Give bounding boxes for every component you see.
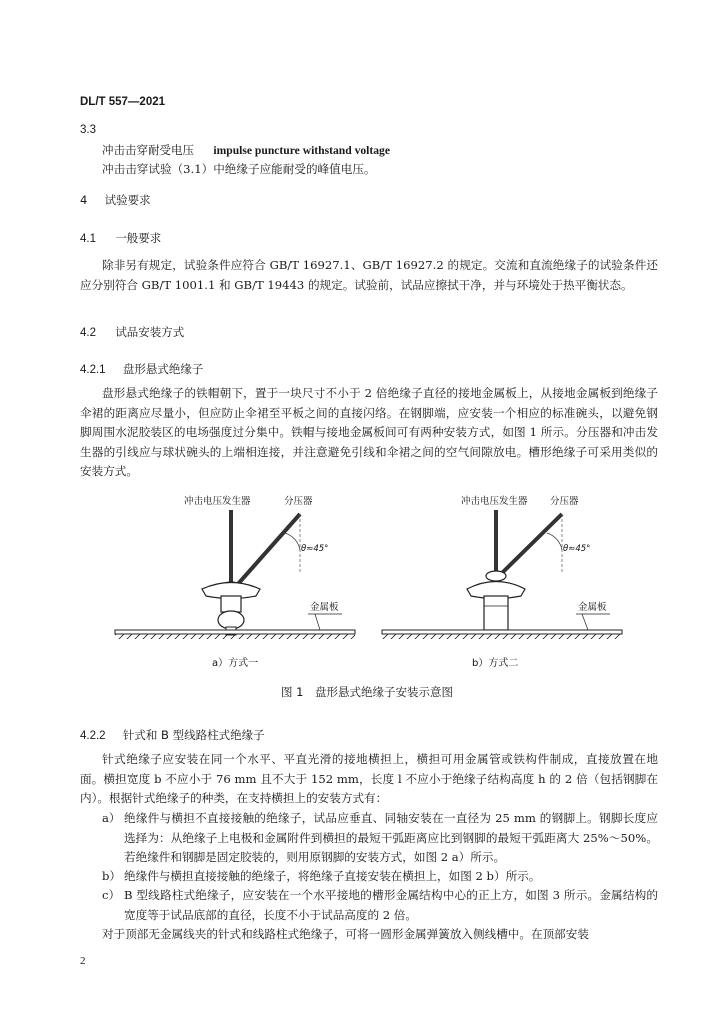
clause-4-2-1-title: 盘形悬式绝缘子 (122, 362, 204, 376)
list-item-label: c） (102, 888, 121, 902)
panel-a-angle-label: θ≈45° (301, 544, 329, 554)
panel-a-plate-label: 金属板 (310, 602, 339, 613)
list-item-label: a） (102, 811, 121, 825)
panel-b-divider-label: 分压器 (550, 496, 579, 507)
panel-a-caption: a）方式一 (212, 658, 259, 669)
panel-b-plate-pointer (582, 614, 588, 630)
term-en: impulse puncture withstand voltage (213, 144, 390, 157)
clause-4-1-heading (80, 230, 161, 246)
term-cn: 冲击击穿耐受电压 (102, 143, 194, 157)
list-item-text: 绝缘件与横担不直接接触的绝缘子，试品应垂直、同轴安装在一直径为 25 mm 的钢脚上。钢脚长度应选择为：从绝缘子上电极和金属附件到横担的最短干弧距离应比到钢脚的最短干弧距离大 25%～50%。若绝缘件和钢脚是固定胶装的，则用原钢脚的安装方式，如图 2 a）所示。 (124, 811, 658, 864)
panel-b-plate (382, 630, 622, 634)
panel-a-angle-arc (285, 533, 300, 550)
clause-4-2-2-text: 针式绝缘子应安装在同一个水平、平直光滑的接地横担上，横担可用金属管或铁构件制成，直接放置在地面。横担宽度 b 不应小于 76 mm 且不大于 152 mm，长度 l 不应小于绝缘子结构高度 h 的 2 倍（包括钢脚在内）。根据针式绝缘子的种类，在支持横担上的安装方式有： (80, 752, 658, 805)
panel-b-cap (484, 596, 508, 630)
panel-b-angle-arc (547, 533, 562, 550)
panel-b-generator-label: 冲击电压发生器 (461, 496, 528, 507)
list-item-label: b） (102, 869, 122, 883)
list-item-text: 绝缘件与横担直接接触的绝缘子，将绝缘子直接安装在横担上，如图 2 b）所示。 (124, 869, 541, 883)
clause-4-2-title: 试品安装方式 (115, 325, 185, 339)
clause-4-1-text: 除非另有规定，试验条件应符合 GB/T 16927.1、GB/T 16927.2 的规定。交流和直流绝缘子的试验条件还应分别符合 GB/T 1001.1 和 GB/T 19443 的规定。试验前，试品应擦拭干净，并与环境处于热平衡状态。 (80, 258, 658, 292)
list-item (102, 867, 658, 887)
section-4-title: 试验要求 (104, 193, 151, 207)
panel-a-ground (115, 634, 355, 639)
panel-b-ball-socket (486, 571, 506, 581)
page-number: 2 (80, 955, 86, 967)
panel-a-plate-pointer (315, 614, 320, 630)
panel-a-divider-label: 分压器 (284, 496, 313, 507)
clause-4-2-1-number: 4.2.1 (80, 364, 106, 376)
panel-a-cap (221, 596, 241, 612)
list-item (102, 886, 658, 925)
list-item-text: B 型线路柱式绝缘子，应安装在一个水平接地的槽形金属结构中心的正上方，如图 3 所示。金属结构的宽度等于试品底部的直径，长度不小于试品高度的 2 倍。 (124, 888, 658, 922)
clause-3-3-definition: 冲击击穿试验（3.1）中绝缘子应能耐受的峰值电压。 (102, 162, 376, 176)
clause-3-3-number: 3.3 (80, 124, 96, 136)
panel-b-ground (382, 634, 622, 639)
section-4-number: 4 (80, 193, 88, 207)
clause-4-2-number: 4.2 (80, 327, 96, 339)
panel-b-caption: b）方式二 (472, 658, 519, 669)
standard-code: DL/T 557—2021 (80, 96, 166, 108)
panel-a-generator-lead (229, 510, 233, 585)
list-item (102, 809, 658, 868)
figure-1 (110, 488, 630, 678)
panel-a-generator-label: 冲击电压发生器 (184, 496, 251, 507)
panel-b-angle-label: θ≈45° (563, 544, 591, 554)
clause-4-2-heading (80, 324, 184, 340)
clause-4-2-1-heading (80, 361, 203, 377)
figure-1-panel-b (382, 495, 622, 669)
panel-b-divider-lead (502, 514, 562, 573)
clause-4-2-1-text: 盘形悬式绝缘子的铁帽朝下，置于一块尺寸不小于 2 倍绝缘子直径的接地金属板上，从接地金属板到绝缘子伞裙的距离应尽量小，但应防止伞裙至平板之间的直接闪络。在钢脚端，应安装一个相应的标准碗头，以避免钢脚周围水泥胶装区的电场强度过分集中。铁帽与接地金属板间可有两种安装方式，如图 1 所示。分压器和冲击发生器的引线应与球状碗头的上端相连接，并注意避免引线和伞裙之间的空气间隙放电。槽形绝缘子可采用类似的安装方式。 (80, 386, 658, 478)
clause-3-3-term (102, 141, 390, 161)
clause-4-1-title: 一般要求 (115, 231, 162, 245)
clause-4-2-2-title: 针式和 B 型线路柱式绝缘子 (122, 728, 265, 742)
clause-4-1-number: 4.1 (80, 233, 96, 245)
figure-1-panel-a (115, 495, 355, 669)
section-4-heading (80, 192, 151, 208)
clause-4-2-2-tail: 对于顶部无金属线夹的针式和线路柱式绝缘子，可将一圆形金属弹簧放入侧线槽中。在顶部安装 (102, 927, 589, 941)
panel-a-bowl (218, 611, 244, 629)
panel-b-generator-lead (494, 510, 498, 573)
clause-4-2-2-number: 4.2.2 (80, 730, 106, 742)
figure-1-caption: 图 1 盘形悬式绝缘子安装示意图 (281, 685, 453, 699)
clause-4-2-2-heading (80, 727, 265, 743)
panel-a-plate (115, 630, 355, 634)
panel-b-plate-label: 金属板 (578, 602, 607, 613)
panel-a-divider-lead (238, 514, 300, 584)
